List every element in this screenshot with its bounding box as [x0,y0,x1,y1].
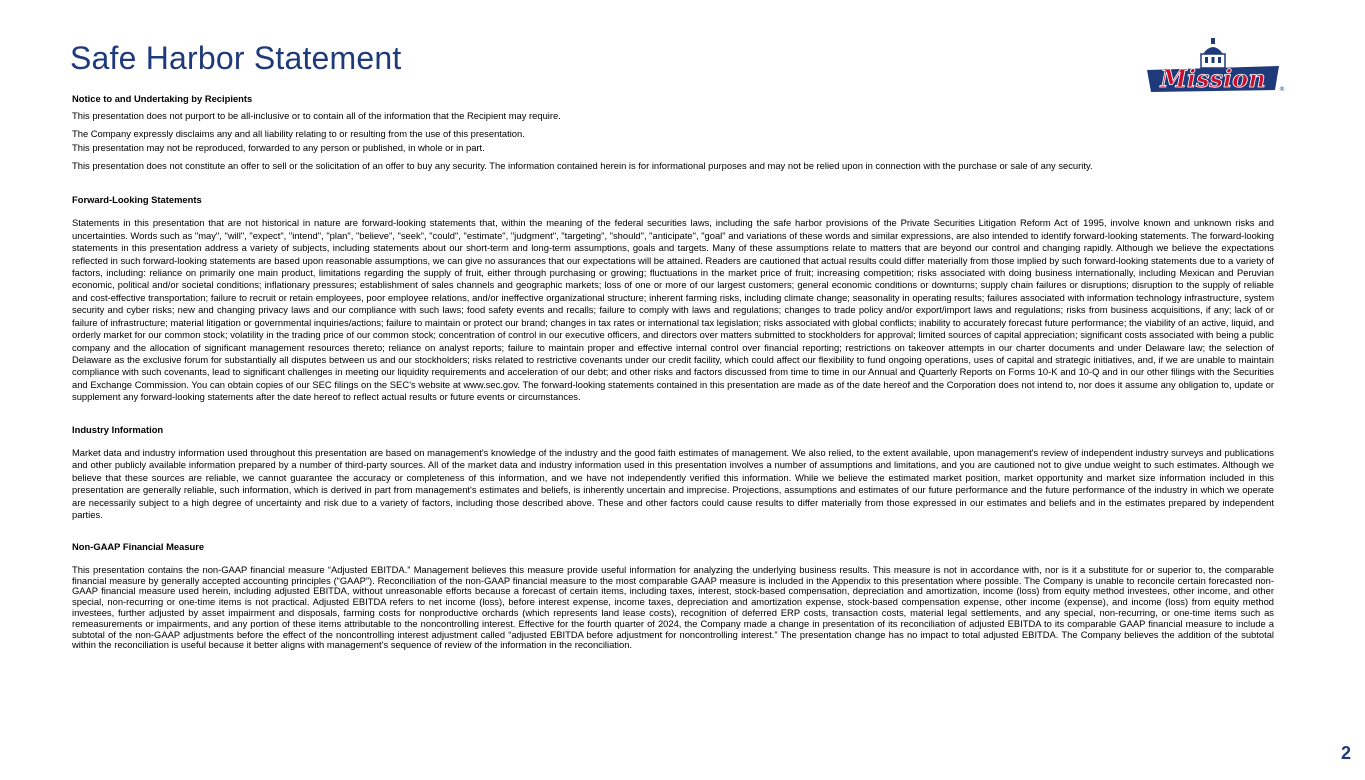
industry-body: Market data and industry information used throughout this presentation are based on management's knowledge of the industry and the good faith estimates of management. We also relied, to the extent available, upon management's review of independent industry surveys and publications and other publicly available information prepared by a number of third-party sources. All of the market data and industry information used in this presentation involves a number of assumptions and limitations, and you are cautioned not to give undue weight to such estimates. Although we believe that these sources are reliable, we cannot guarantee the accuracy or completeness of this information, and we have not independently verified this information. While we believe the estimated market position, market opportunity and market size information included in this presentation are generally reliable, such information, which is derived in part from management's estimates and beliefs, is inherently uncertain and imprecise. Projections, assumptions and estimates of our future performance and the future performance of the industry in which we operate are necessarily subject to a high degree of uncertainty and risk due to a variety of factors, including those described above. These and other factors could cause results to differ materially from those expressed in our estimates and beliefs and in the estimates prepared by independent parties. [72,446,1274,520]
forward-looking-heading: Forward-Looking Statements [72,194,202,206]
notice-section [72,93,1274,172]
page-number: 2 [1340,743,1351,763]
non-gaap-body: This presentation contains the non-GAAP financial measure “Adjusted EBITDA.” Management believes this measure provide useful information for analyzing the underlying business results. This measure is not in accordance with, nor is it a substitute for or superior to, the comparable financial measure by generally accepted accounting principles (“GAAP”). Reconciliation of the non-GAAP financial measure to the most comparable GAAP measure is included in the Appendix to this presentation where possible. The Company is unable to reconcile certain forecasted non-GAAP financial measure used herein, including adjusted EBITDA, without unreasonable efforts because a forecast of certain items, including taxes, interest, stock-based compensation, depreciation and amortization, income (loss) from equity method investees, other income, and other special, non-recurring or one-time items is not practical. Adjusted EBITDA refers to net income (loss), before interest expense, income taxes, depreciation and amortization expense, stock-based compensation expense, other income (expense), and income (loss) from equity method investees, further adjusted by asset impairment and disposals, farming costs for nonproductive orchards (which represents land lease costs), recognition of deferred ERP costs, transaction costs, material legal settlements, and any special, non-recurring, or one-time items such as remeasurements or impairments, and any portion of these items attributable to the noncontrolling interest. Effective for the fourth quarter of 2024, the Company made a change in presentation of its reconciliation of adjusted EBITDA to its comparable GAAP financial measure to include a subtotal of the non-GAAP adjustments before the effect of the noncontrolling interest adjustment called “adjusted EBITDA before adjustment for noncontrolling interest.” The presentation change has no impact to total adjusted EBITDA. The Company believes the addition of the subtotal within the reconciliation is useful because it better aligns with management’s sequence of review of the information in the reconciliation. [72,563,1274,651]
non-gaap-section [72,541,1274,651]
forward-looking-section [72,194,1274,404]
page-title: Safe Harbor Statement [70,40,402,76]
industry-section [72,424,1274,522]
notice-line-4: This presentation does not constitute an offer to sell or the solicitation of an offer to buy any security. The information contained herein is for informational purposes and may not be relied upon in connection with the purchase or sale of any security. [72,159,1093,171]
notice-heading: Notice to and Undertaking by Recipients [72,93,253,104]
forward-looking-body: Statements in this presentation that are not historical in nature are forward-looking statements that, within the meaning of the federal securities laws, including the safe harbor provisions of the Private Securities Litigation Reform Act of 1995, involve known and unknown risks and uncertainties. Words such as "may", "will", "expect", "intend", "plan", "believe", "seek", "could", "estimate", "judgment", "targeting", "should", "anticipate", "goal" and variations of these words and similar expressions, are also intended to identify forward-looking statements. The forward-looking statements in this presentation address a variety of subjects, including statements about our short-term and long-term assumptions, goals and targets. Many of these assumptions relate to matters that are beyond our control and changing rapidly. Although we believe the expectations reflected in such forward-looking statements are based upon reasonable assumptions, we can give no assurances that our expectations will be attained. Readers are cautioned that actual results could differ materially from those implied by such forward-looking statements due to a variety of factors, including: reliance on primarily one main product, limitations regarding the supply of fruit, either through purchasing or growing; fluctuations in the market price of fruit; increasing competition; risks associated with doing business internationally, including Mexican and Peruvian economic, political and/or societal conditions; inflationary pressures; establishment of sales channels and geographic markets; loss of one or more of our largest customers; general economic conditions or downturns; supply chain failures or disruptions; disruption to the supply of reliable and cost-effective transportation; failure to recruit or retain employees, poor employee relations, and/or ineffective organizational structure; inherent farming risks, including climate change; seasonality in operating results; failures associated with information technology infrastructure, system security and cyber risks; new and changing privacy laws and our compliance with such laws; food safety events and recalls; failure to comply with laws and regulations; changes to trade policy and/or export/import laws and regulations; risks from business acquisitions, if any; lack of or failure of infrastructure; material litigation or governmental inquiries/actions; failure to maintain or protect our brand; changes in tax rates or international tax legislation; risks associated with global conflicts; inability to accurately forecast future performance; the viability of an active, liquid, and orderly market for our common stock; volatility in the trading price of our common stock; concentration of control in our executive officers, and directors over matters submitted to stockholders for approval; limited sources of capital appreciation; significant costs associated with being a public company and the allocation of significant management resources thereto; reliance on analyst reports; failure to maintain proper and effective internal control over financial reporting; restrictions on takeover attempts in our charter documents and under Delaware law; the selection of Delaware as the exclusive forum for substantially all disputes between us and our stockholders; risks related to restrictive covenants under our credit facility, which could affect our flexibility to fund ongoing operations, uses of capital and strategic initiatives, and, if we are unable to maintain compliance with such covenants, lead to significant challenges in meeting our liquidity requirements and acceleration of our debt; and other risks and factors discussed from time to time in our Annual and Quarterly Reports on Forms 10-K and 10-Q and in our other filings with the Securities and Exchange Commission. You can obtain copies of our SEC filings on the SEC’s website at www.sec.gov. The forward-looking statements contained in this presentation are made as of the date hereof and the Corporation does not intend to, nor does it assume any obligation to, update or supplement any forward-looking statements after the date hereof to reflect actual results or future events or circumstances. [72,217,1274,403]
svg-text:®: ® [1279,86,1285,93]
logo-wordmark: Mission [1160,64,1266,93]
safe-harbor-content [72,93,1274,651]
notice-line-1: This presentation does not purport to be all-inclusive or to contain all of the information that the Recipient may require. [72,110,561,122]
non-gaap-heading: Non-GAAP Financial Measure [72,541,205,553]
notice-line-2: The Company expressly disclaims any and all liability relating to or resulting from the use of this presentation. [72,127,525,139]
notice-line-3: This presentation may not be reproduced, forwarded to any person or published, in whole or in part. [72,142,485,154]
mission-logo [1143,36,1283,100]
industry-heading: Industry Information [72,423,164,435]
